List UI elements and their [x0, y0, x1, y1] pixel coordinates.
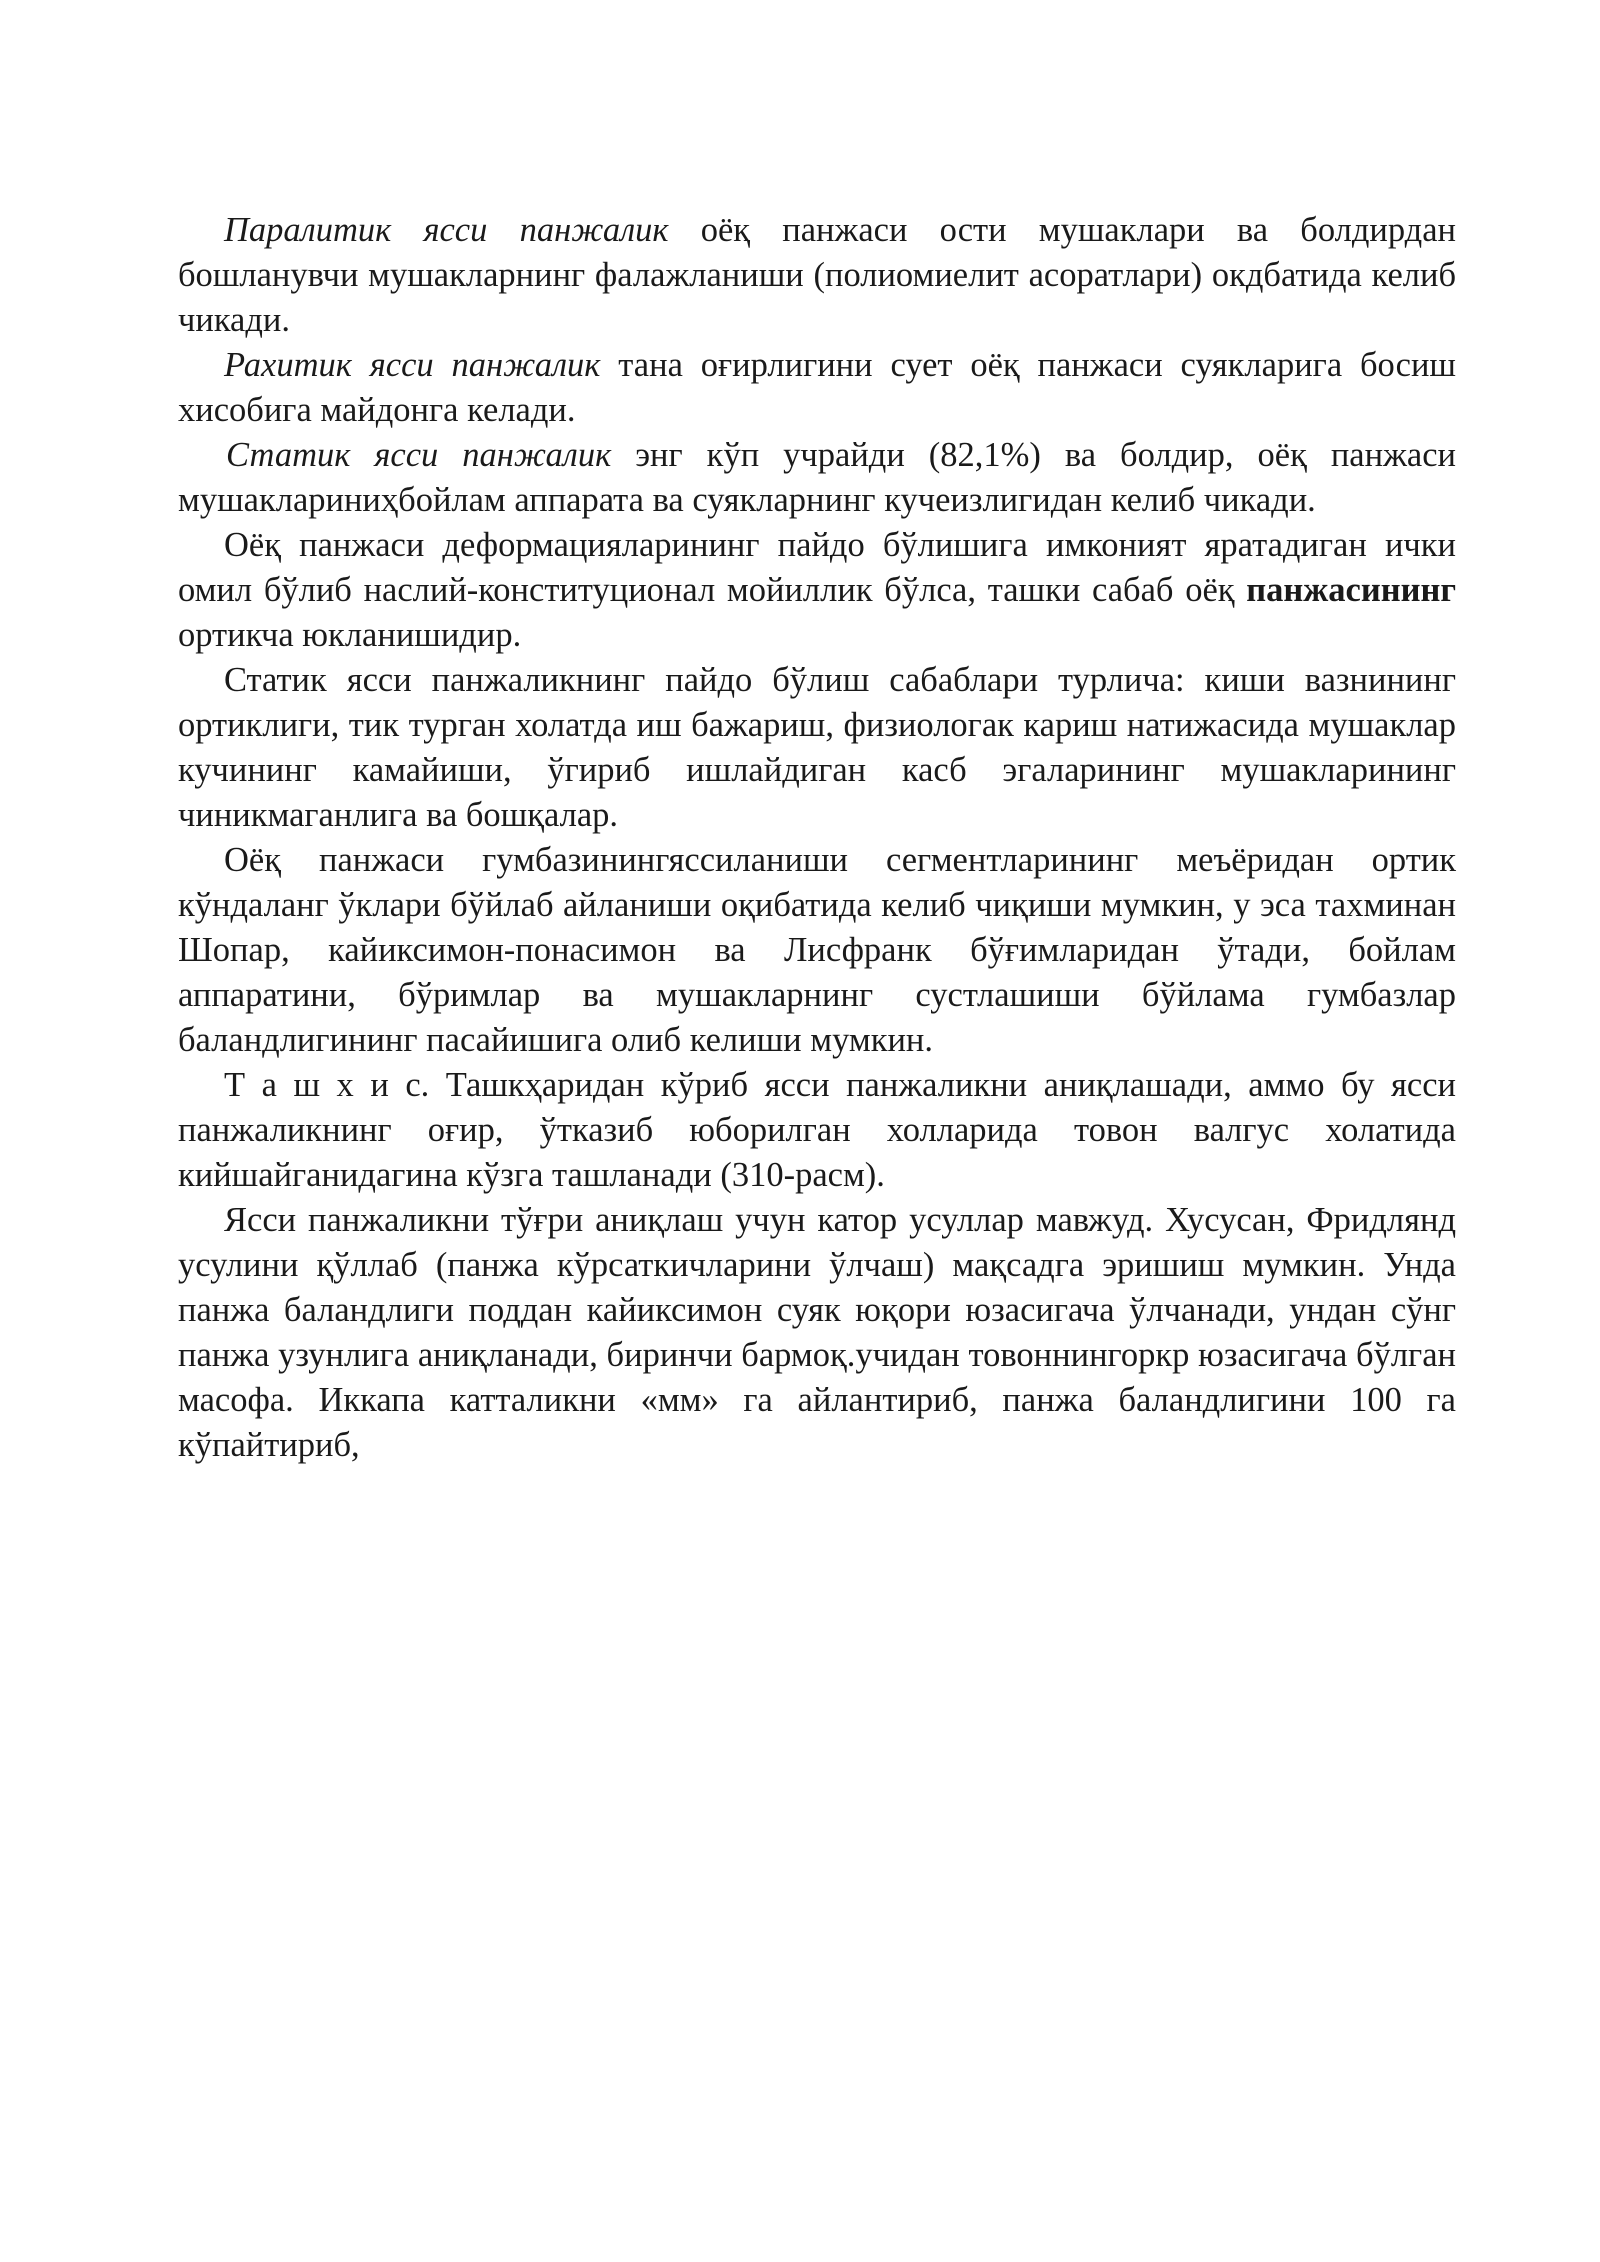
paragraph-deformation-factors: [178, 523, 1456, 658]
paragraph-text: тана оғирлигини сует оёқ панжаси суякларига босиш хисобига майдонга келади.: [178, 346, 1456, 429]
paragraph-text: энг кўп учрайди (82,1%) ва болдир, оёқ панжаси мушаклариниҳбойлам аппарата ва суякларнинг кучеизлигидан келиб чикади.: [178, 436, 1456, 519]
paragraph-text: Оёқ панжаси гумбазинингяссиланиши сегментларининг меъёридан ортик кўндаланг ўклари бўйлаб айланиши оқибатида келиб чиқиши мумкин, у эса тахминан Шопар, кайиксимон-понасимон ва Лисфранк бўғимларидан ўтади, бойлам аппаратини, бўримлар ва мушакларнинг сустлашиши бўйлама гумбазлар баландлигининг пасайишига олиб келиши мумкин.: [178, 841, 1456, 1059]
paragraph-rachitic-flatfoot: [178, 343, 1456, 433]
paragraph-text: ортикча юкланишидир.: [178, 616, 522, 654]
bold-term: панжасининг: [1246, 571, 1456, 609]
paragraph-text: Ясси панжаликни тўғри аниқлаш учун катор усуллар мавжуд. Хусусан, Фридлянд усулини қўллаб (панжа кўрсаткичларини ўлчаш) мақсадга эришиш мумкин. Унда панжа баландлиги поддан кайиксимон суяк юқори юзасигача ўлчанади, ундан сўнг панжа узунлига аниқланади, биринчи бармоқ.учидан товоннингоркр юзасигача бўлган масофа. Иккапа катталикни «мм» га айлантириб, панжа баландлигини 100 га кўпайтириб,: [178, 1201, 1456, 1464]
paragraph-static-flatfoot: [178, 433, 1456, 523]
paragraph-text: Статик ясси панжаликнинг пайдо бўлиш сабаблари турлича: киши вазнининг ортиклиги, тик турган холатда иш бажариш, физиологак кариш натижасида мушаклар кучининг камайиши, ўгириб ишлайдиган касб эгаларининг мушакларининг чиникмаганлига ва бошқалар.: [178, 661, 1456, 834]
paragraph-diagnosis: [178, 1063, 1456, 1198]
paragraph-measurement-methods: [178, 1198, 1456, 1468]
paragraph-text: Оёқ панжаси деформацияларининг пайдо бўлишига имконият яратадиган ички омил бўлиб наслий-конституционал мойиллик бўлса, ташки сабаб оёқ: [178, 526, 1456, 609]
paragraph-arch-flattening: [178, 838, 1456, 1063]
document-page: [178, 208, 1456, 1468]
paragraph-text: Т а ш х и с. Ташкҳаридан кўриб ясси панжаликни аниқлашади, аммо бу ясси панжаликнинг оғир, ўтказиб юборилган холларида товон валгус холатида кийшайганидагина кўзга ташланади (310-расм).: [178, 1066, 1456, 1194]
paragraph-static-causes: [178, 658, 1456, 838]
term-rachitic-flatfoot: Рахитик ясси панжалик: [224, 346, 601, 384]
term-static-flatfoot: Статик ясси панжалик: [226, 436, 612, 474]
paragraph-paralytic-flatfoot: [178, 208, 1456, 343]
term-paralytic-flatfoot: Паралитик ясси панжалик: [224, 211, 669, 249]
paragraph-text: оёқ панжаси ости мушаклари ва болдирдан бошланувчи мушакларнинг фалажланиши (полиомиелит асоратлари) окдбатида келиб чикади.: [178, 211, 1456, 339]
